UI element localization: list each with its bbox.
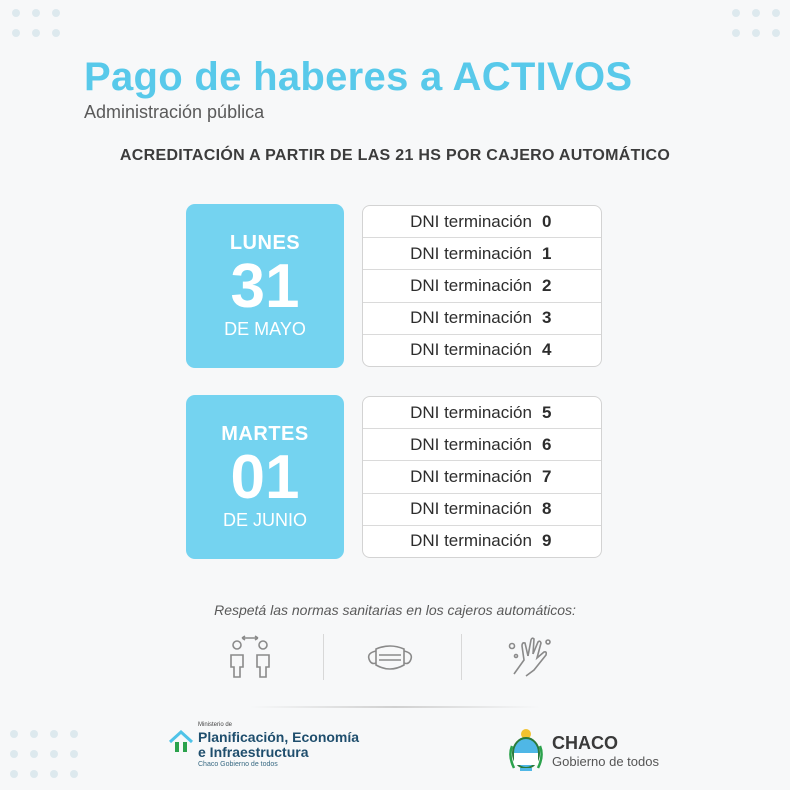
dni-digit: 1 — [541, 243, 552, 263]
decorative-dots-top-left — [12, 9, 60, 37]
dni-list-lunes — [362, 205, 602, 367]
dni-digit: 8 — [541, 499, 552, 519]
icon-separator — [461, 634, 462, 680]
dni-digit: 0 — [541, 211, 552, 231]
page-subtitle: Administración pública — [84, 102, 265, 122]
decorative-dots-bottom-left — [10, 730, 78, 778]
gov-tagline: Gobierno de todos — [552, 754, 659, 769]
icon-separator — [323, 634, 324, 680]
page-title: Pago de haberes a ACTIVOS — [84, 55, 633, 99]
dni-digit: 4 — [541, 340, 552, 360]
hand-washing-icon — [480, 632, 580, 682]
social-distance-icon — [200, 632, 300, 682]
dni-digit: 3 — [541, 308, 552, 328]
ministry-name — [198, 730, 359, 760]
dni-row — [363, 397, 601, 429]
ministry-pre-label: Ministerio de — [198, 722, 233, 728]
dni-label: DNI terminación — [410, 402, 532, 422]
gov-name: CHACO — [552, 733, 618, 753]
dni-digit: 6 — [541, 434, 552, 454]
dni-row — [363, 494, 601, 526]
month-label: DE JUNIO — [222, 510, 307, 530]
dni-row — [363, 238, 601, 270]
dni-label: DNI terminación — [410, 499, 532, 519]
date-card-martes — [186, 395, 344, 559]
date-card-lunes — [186, 204, 344, 368]
weekday-label: MARTES — [221, 423, 309, 445]
day-number: 01 — [230, 443, 300, 512]
dni-digit: 2 — [541, 276, 552, 295]
footer-divider — [250, 706, 540, 708]
dni-list-martes — [362, 396, 602, 558]
month-label: DE MAYO — [224, 319, 306, 339]
sanitary-norms-text: Respetá las normas sanitarias en los cajeros automáticos: — [214, 602, 576, 618]
day-number: 31 — [230, 252, 300, 321]
dni-row — [363, 206, 601, 238]
headline: ACREDITACIÓN A PARTIR DE LAS 21 HS POR CAJERO AUTOMÁTICO — [119, 147, 671, 164]
sanitary-icons — [180, 632, 610, 682]
chaco-government-logo — [506, 726, 686, 776]
house-icon — [168, 730, 194, 754]
dni-label: DNI terminación — [410, 211, 532, 231]
dni-label: DNI terminación — [410, 434, 532, 454]
dni-digit: 9 — [541, 531, 552, 551]
dni-row — [363, 335, 601, 366]
dni-label: DNI terminación — [410, 308, 532, 328]
weekday-label: LUNES — [229, 232, 301, 254]
ministry-subtitle: Chaco Gobierno de todos — [198, 761, 278, 768]
dni-label: DNI terminación — [410, 467, 532, 486]
dni-row — [363, 429, 601, 461]
dni-label: DNI terminación — [410, 531, 532, 551]
face-mask-icon — [340, 632, 440, 682]
dni-row — [363, 526, 601, 557]
dni-row — [363, 303, 601, 335]
dni-digit: 5 — [541, 402, 552, 422]
coat-of-arms-icon — [506, 726, 546, 772]
dni-row — [363, 270, 601, 302]
ministry-name-line1: Planificación, Economía — [198, 729, 360, 745]
dni-digit: 7 — [541, 467, 552, 486]
dni-label: DNI terminación — [410, 243, 532, 263]
ministry-logo — [168, 722, 398, 772]
decorative-dots-top-right — [732, 9, 780, 37]
ministry-name-line2: e Infraestructura — [198, 744, 309, 760]
dni-label: DNI terminación — [410, 276, 532, 295]
dni-row — [363, 461, 601, 493]
dni-label: DNI terminación — [410, 340, 532, 360]
